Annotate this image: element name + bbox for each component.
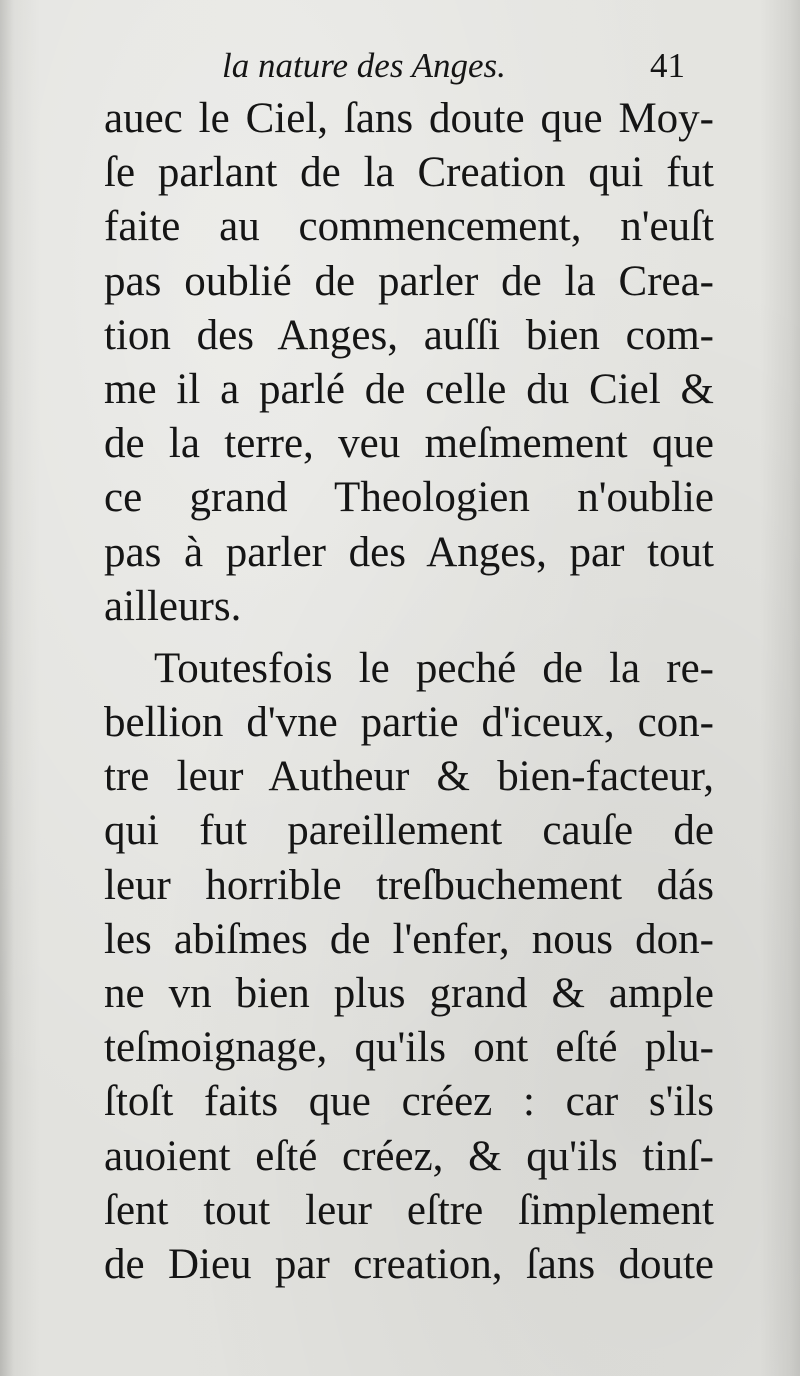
text-line: pas oublié de parler de la Crea-: [104, 257, 714, 305]
running-title: la nature des Anges.: [222, 46, 506, 85]
text-line: ſtoſt faits que créez : car s'ils: [104, 1078, 714, 1126]
text-line: ailleurs.: [104, 582, 242, 630]
paragraph-1: [104, 92, 714, 634]
text-line: tre leur Autheur & bien-facteur,: [104, 753, 714, 801]
text-line: auoient eſté créez, & qu'ils tinſ-: [104, 1132, 714, 1180]
text-line: faite au commencement, n'euſt: [104, 203, 714, 251]
paragraph-2: [104, 642, 714, 1292]
text-line: me il a parlé de celle du Ciel &: [104, 365, 714, 413]
text-line: ce grand Theologien n'oublie: [104, 474, 714, 522]
text-line: tion des Anges, auſſi bien com-: [104, 311, 714, 359]
text-line: Toutesfois le peché de la re-: [154, 644, 714, 692]
text-line: de la terre, veu meſmement que: [104, 420, 714, 468]
text-line: qui fut pareillement cauſe de: [104, 807, 714, 855]
text-line: bellion d'vne partie d'iceux, con-: [104, 699, 714, 747]
text-line: auec le Ciel, ſans doute que Moy-: [104, 95, 714, 142]
text-line: les abiſmes de l'enfer, nous don-: [104, 915, 714, 963]
text-line: de Dieu par creation, ſans doute: [104, 1240, 714, 1288]
body-text: [104, 92, 714, 1292]
paragraph-gap: [104, 634, 714, 642]
text-line: teſmoignage, qu'ils ont eſté plu-: [104, 1024, 714, 1072]
running-head: [0, 42, 800, 92]
text-line: ſent tout leur eſtre ſimplement: [104, 1186, 714, 1234]
page-number: 41: [650, 46, 685, 85]
text-line: pas à parler des Anges, par tout: [104, 528, 714, 576]
text-line: ſe parlant de la Creation qui fut: [104, 149, 714, 197]
text-line: ne vn bien plus grand & ample: [104, 970, 714, 1017]
text-line: leur horrible treſbuchement dás: [104, 861, 714, 909]
